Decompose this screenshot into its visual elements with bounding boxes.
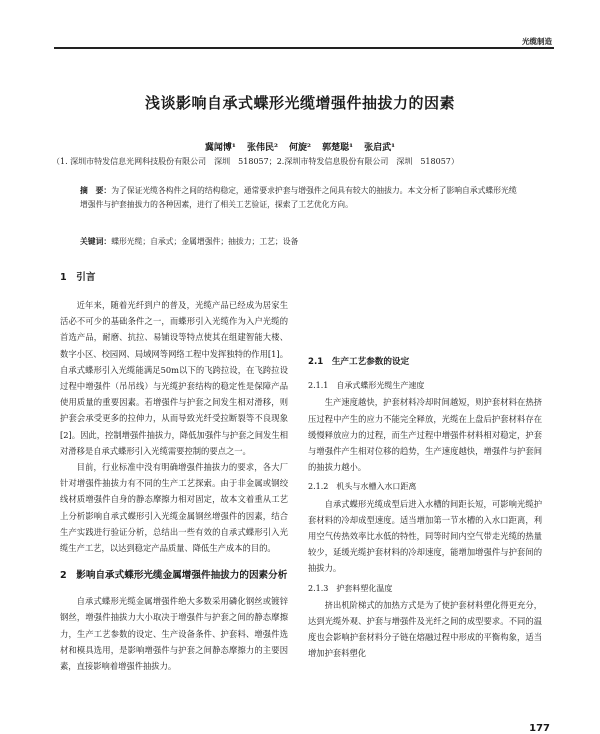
keywords-label: 关键词： — [80, 237, 112, 246]
right-column — [308, 270, 542, 662]
section-1-heading: 1 引言 — [60, 272, 96, 283]
section-2-1-2-heading: 2.1.2 机头与水槽入水口距离 — [308, 482, 417, 492]
keywords-text: 蝶形光缆；自承式；金属增强件；抽拔力；工艺；设备 — [111, 237, 299, 246]
section-2-1-heading: 2.1 生产工艺参数的设定 — [308, 357, 410, 367]
section-2-heading: 2 影响自承式蝶形光缆金属增强件抽拔力的因素分析 — [60, 570, 288, 582]
section-2-1-1-heading: 2.1.1 自承式蝶形光缆生产速度 — [308, 381, 425, 391]
section-2-1-3-paragraph: 挤出机阶梯式的加热方式是为了使护套材料塑化得更充分，达到光缆外观、护套与增强件及光纤之间的成型要求。不同的温度也会影响护套材料分子链在熔融过程中形成的平衡构象，适当增加护套料塑化 — [308, 599, 542, 659]
abstract — [80, 184, 520, 212]
section-2-paragraph: 自承式蝶形光缆金属增强件绝大多数采用磷化钢丝或镀锌钢丝，增强件抽拔力大小取决于增强件与护套之间的静态摩擦力，生产工艺参数的设定、生产设备条件、护套料、增强件选材和模具选用，是影响增强件与护套之间静态摩擦力的主要因素，直接影响着增强件抽拔力。 — [60, 596, 288, 672]
paper-title: 浅谈影响自承式蝶形光缆增强件抽拔力的因素 — [144, 94, 455, 112]
abstract-label: 摘 要： — [80, 186, 112, 195]
page-number: 177 — [529, 723, 550, 734]
abstract-text: 为了保证光缆各构件之间的结构稳定，通常要求护套与增强件之间具有较大的抽拔力。本文分析了影响自承式蝶形光缆增强件与护套抽拔力的各种因素，进行了相关工艺验证，探索了工艺优化方向。 — [80, 186, 517, 209]
section-1-paragraph: 目前，行业标准中没有明确增强件抽拔力的要求，各大厂针对增强件抽拔力有不同的生产工艺探索。由于非金属或钢绞线材质增强件自身的静态摩擦力相对固定，故本文着重从工艺上分析影响自承式蝶形引入光缆金属钢丝增强件的因素，结合生产实践进行验证分析，总结出一些有效的自承式蝶形引入光缆生产工艺，以达到稳定产品质量、降低生产成本的目的。 — [60, 462, 288, 554]
section-2-1-3-heading: 2.1.3 护套料塑化温度 — [308, 583, 393, 593]
keywords — [80, 236, 520, 247]
author-list: 冀闻博¹ 张伟民² 何旋² 郭楚聪¹ 张启武¹ — [204, 143, 396, 153]
running-head: 光缆制造 — [522, 37, 552, 46]
section-2-1-1-paragraph: 生产速度越快，护套材料冷却时间越短，则护套材料在热挤压过程中产生的应力不能完全释放，光缆在上盘后护套材料存在缓慢释放应力的过程，而生产过程中增强件材料相对稳定，护套与增强件产生相对位移的趋势，生产速度越快，增强件与护套间的抽拔力越小。 — [308, 397, 542, 473]
affiliations: （1. 深圳市特发信息光网科技股份有限公司 深圳 518057；2.深圳市特发信息股份有限公司 深圳 518057） — [52, 157, 459, 166]
header-rule — [54, 47, 554, 49]
section-2-1-2-paragraph: 自承式蝶形光缆成型后进入水槽的间距长短，可影响光缆护套材料的冷却成型速度。适当增加第一节水槽的入水口距离，利用空气传热效率比水低的特性，同等时间内空气带走光缆的热量较少，延缓光缆护套材料的冷却速度，能增加增强件与护套间的抽拔力。 — [308, 498, 542, 574]
left-column — [60, 270, 288, 674]
section-1-paragraph: 近年来，随着光纤到户的普及，光缆产品已经成为居家生活必不可少的基础条件之一，而蝶形引入光缆作为入户光缆的首选产品，耐磨、抗拉、易铺设等特点使其在组建智能大楼、数字小区、校园网、局域网等网络工程中发挥独特的作用[1]。自承式蝶形引入光缆能满足50m以下的飞跨拉设，在飞跨拉设过程中增强件（吊吊线）与光缆护套结构的稳定性是保障产品使用质量的重要因素。若增强件与护套之间发生相对滑移，则护套会承受更多的拉伸力，从而导致光纤受拉断裂等不良现象[2]。因此，控制增强件抽拔力，降低加强件与护套之间发生相对滑移是自承式蝶形引入光缆需要控制的要点之一。 — [60, 300, 288, 456]
